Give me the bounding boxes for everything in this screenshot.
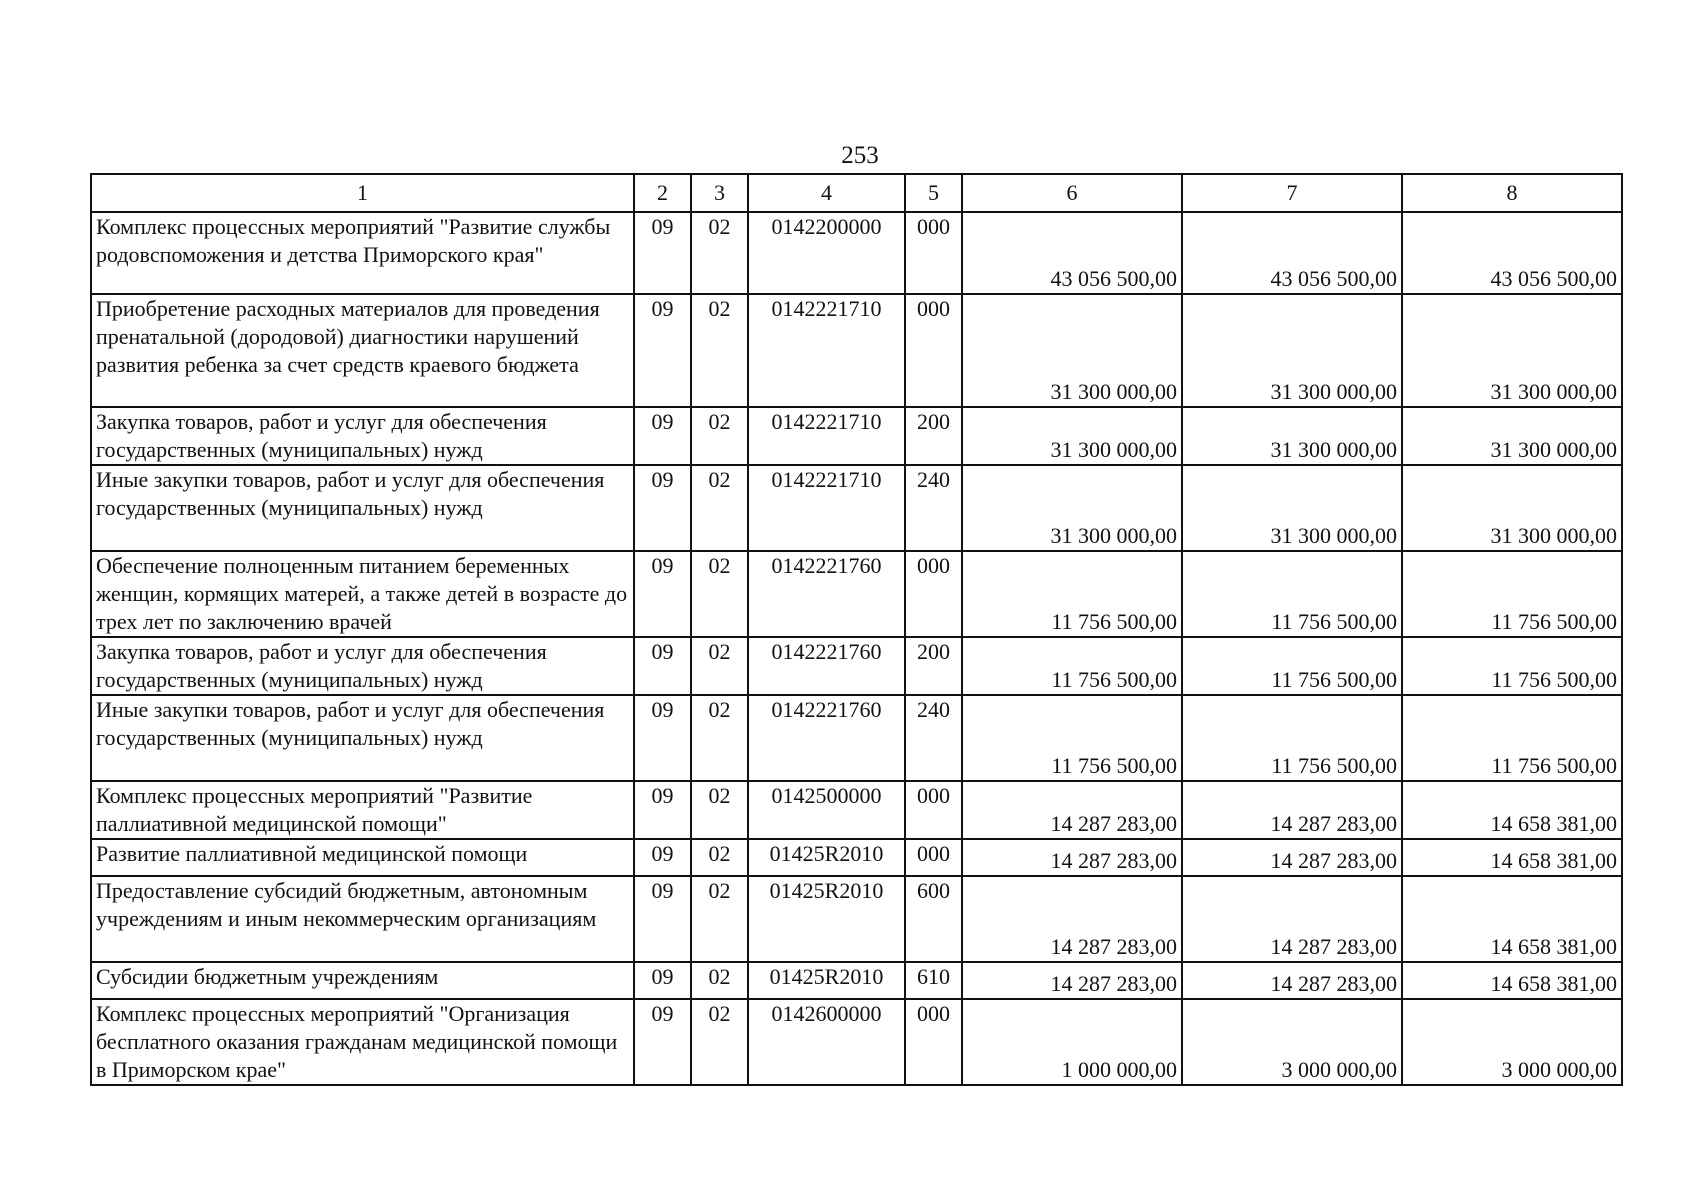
- row-section: 09: [634, 551, 691, 637]
- row-amount-7: 3 000 000,00: [1182, 999, 1402, 1085]
- table-row: [91, 294, 1622, 407]
- row-expense-type: 000: [905, 212, 962, 294]
- row-target-article: 01425R2010: [748, 876, 905, 962]
- row-target-article: 0142221760: [748, 637, 905, 695]
- row-expense-type: 600: [905, 876, 962, 962]
- row-expense-type: 200: [905, 637, 962, 695]
- column-header-7: 7: [1182, 174, 1402, 212]
- row-section: 09: [634, 999, 691, 1085]
- row-target-article: 01425R2010: [748, 839, 905, 876]
- row-section: 09: [634, 637, 691, 695]
- row-amount-8: 11 756 500,00: [1402, 637, 1622, 695]
- row-target-article: 0142200000: [748, 212, 905, 294]
- table-row: [91, 551, 1622, 637]
- row-subsection: 02: [691, 465, 748, 551]
- row-amount-6: 43 056 500,00: [962, 212, 1182, 294]
- row-subsection: 02: [691, 407, 748, 465]
- row-amount-8: 43 056 500,00: [1402, 212, 1622, 294]
- row-target-article: 0142221710: [748, 407, 905, 465]
- row-name: Комплекс процессных мероприятий "Организация бесплатного оказания гражданам медицинской помощи в Приморском крае": [91, 999, 634, 1085]
- column-header-4: 4: [748, 174, 905, 212]
- row-section: 09: [634, 839, 691, 876]
- row-section: 09: [634, 407, 691, 465]
- row-target-article: 0142500000: [748, 781, 905, 839]
- row-name: Приобретение расходных материалов для проведения пренатальной (дородовой) диагностики нарушений развития ребенка за счет средств краевого бюджета: [91, 294, 634, 407]
- column-header-5: 5: [905, 174, 962, 212]
- row-subsection: 02: [691, 212, 748, 294]
- row-amount-6: 31 300 000,00: [962, 407, 1182, 465]
- row-name: Иные закупки товаров, работ и услуг для обеспечения государственных (муниципальных) нужд: [91, 465, 634, 551]
- row-expense-type: 200: [905, 407, 962, 465]
- table-row: [91, 637, 1622, 695]
- row-name: Субсидии бюджетным учреждениям: [91, 962, 634, 999]
- row-amount-8: 3 000 000,00: [1402, 999, 1622, 1085]
- table-row: [91, 999, 1622, 1085]
- row-amount-7: 14 287 283,00: [1182, 962, 1402, 999]
- row-amount-7: 31 300 000,00: [1182, 294, 1402, 407]
- row-subsection: 02: [691, 695, 748, 781]
- table-row: [91, 962, 1622, 999]
- row-amount-6: 11 756 500,00: [962, 551, 1182, 637]
- row-expense-type: 240: [905, 695, 962, 781]
- row-amount-6: 14 287 283,00: [962, 962, 1182, 999]
- row-subsection: 02: [691, 999, 748, 1085]
- row-amount-8: 14 658 381,00: [1402, 962, 1622, 999]
- row-amount-7: 31 300 000,00: [1182, 465, 1402, 551]
- row-name: Закупка товаров, работ и услуг для обеспечения государственных (муниципальных) нужд: [91, 407, 634, 465]
- column-header-3: 3: [691, 174, 748, 212]
- row-subsection: 02: [691, 962, 748, 999]
- row-subsection: 02: [691, 551, 748, 637]
- row-section: 09: [634, 962, 691, 999]
- row-amount-6: 31 300 000,00: [962, 294, 1182, 407]
- table-row: [91, 839, 1622, 876]
- row-amount-7: 14 287 283,00: [1182, 781, 1402, 839]
- row-expense-type: 000: [905, 551, 962, 637]
- row-amount-6: 11 756 500,00: [962, 637, 1182, 695]
- row-section: 09: [634, 876, 691, 962]
- row-amount-6: 31 300 000,00: [962, 465, 1182, 551]
- column-header-1: 1: [91, 174, 634, 212]
- row-expense-type: 000: [905, 294, 962, 407]
- row-amount-6: 14 287 283,00: [962, 839, 1182, 876]
- row-name: Иные закупки товаров, работ и услуг для обеспечения государственных (муниципальных) нужд: [91, 695, 634, 781]
- row-amount-8: 14 658 381,00: [1402, 839, 1622, 876]
- row-expense-type: 610: [905, 962, 962, 999]
- column-header-8: 8: [1402, 174, 1622, 212]
- row-target-article: 0142600000: [748, 999, 905, 1085]
- row-target-article: 0142221710: [748, 465, 905, 551]
- row-amount-7: 31 300 000,00: [1182, 407, 1402, 465]
- row-name: Закупка товаров, работ и услуг для обеспечения государственных (муниципальных) нужд: [91, 637, 634, 695]
- row-section: 09: [634, 212, 691, 294]
- row-subsection: 02: [691, 781, 748, 839]
- row-subsection: 02: [691, 637, 748, 695]
- row-subsection: 02: [691, 839, 748, 876]
- row-amount-7: 14 287 283,00: [1182, 876, 1402, 962]
- column-header-6: 6: [962, 174, 1182, 212]
- row-name: Развитие паллиативной медицинской помощи: [91, 839, 634, 876]
- row-amount-8: 11 756 500,00: [1402, 551, 1622, 637]
- row-subsection: 02: [691, 294, 748, 407]
- page-number: 253: [841, 142, 879, 169]
- table-row: [91, 465, 1622, 551]
- row-amount-6: 11 756 500,00: [962, 695, 1182, 781]
- row-section: 09: [634, 781, 691, 839]
- row-section: 09: [634, 695, 691, 781]
- row-name: Предоставление субсидий бюджетным, автономным учреждениям и иным некоммерческим организациям: [91, 876, 634, 962]
- row-target-article: 0142221760: [748, 695, 905, 781]
- row-target-article: 0142221760: [748, 551, 905, 637]
- row-amount-7: 14 287 283,00: [1182, 839, 1402, 876]
- row-amount-6: 14 287 283,00: [962, 781, 1182, 839]
- row-target-article: 01425R2010: [748, 962, 905, 999]
- header-row: [91, 174, 1622, 212]
- row-amount-7: 11 756 500,00: [1182, 551, 1402, 637]
- row-amount-7: 43 056 500,00: [1182, 212, 1402, 294]
- row-amount-7: 11 756 500,00: [1182, 637, 1402, 695]
- row-section: 09: [634, 294, 691, 407]
- row-expense-type: 240: [905, 465, 962, 551]
- row-amount-8: 14 658 381,00: [1402, 876, 1622, 962]
- row-subsection: 02: [691, 876, 748, 962]
- row-target-article: 0142221710: [748, 294, 905, 407]
- table-row: [91, 212, 1622, 294]
- row-name: Комплекс процессных мероприятий "Развитие службы родовспоможения и детства Приморского края": [91, 212, 634, 294]
- row-name: Обеспечение полноценным питанием беременных женщин, кормящих матерей, а также детей в возрасте до трех лет по заключению врачей: [91, 551, 634, 637]
- row-amount-6: 14 287 283,00: [962, 876, 1182, 962]
- column-header-2: 2: [634, 174, 691, 212]
- row-section: 09: [634, 465, 691, 551]
- table-row: [91, 876, 1622, 962]
- row-amount-8: 31 300 000,00: [1402, 465, 1622, 551]
- row-amount-8: 31 300 000,00: [1402, 294, 1622, 407]
- row-amount-8: 11 756 500,00: [1402, 695, 1622, 781]
- row-name: Комплекс процессных мероприятий "Развитие паллиативной медицинской помощи": [91, 781, 634, 839]
- row-expense-type: 000: [905, 839, 962, 876]
- row-amount-6: 1 000 000,00: [962, 999, 1182, 1085]
- table-row: [91, 781, 1622, 839]
- table-row: [91, 695, 1622, 781]
- row-amount-7: 11 756 500,00: [1182, 695, 1402, 781]
- row-expense-type: 000: [905, 999, 962, 1085]
- budget-table: [90, 173, 1623, 1086]
- row-expense-type: 000: [905, 781, 962, 839]
- table-row: [91, 407, 1622, 465]
- row-amount-8: 14 658 381,00: [1402, 781, 1622, 839]
- row-amount-8: 31 300 000,00: [1402, 407, 1622, 465]
